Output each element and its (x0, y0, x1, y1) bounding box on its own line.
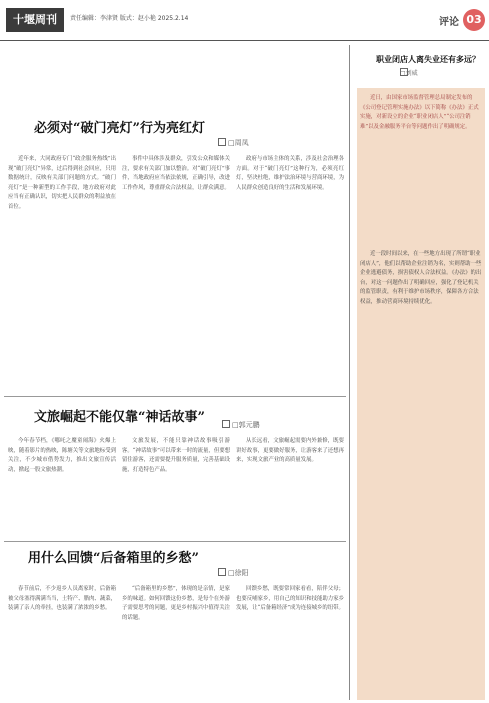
byline-square-icon (218, 138, 226, 146)
sidebar-author: □刘威 (400, 70, 418, 77)
byline-square-icon (222, 420, 230, 428)
page-number: 03 (463, 9, 485, 31)
article-2-title: 文旅崛起不能仅靠“神话故事” (34, 410, 205, 425)
article-1-column-3: 政府与市场主体的关系，涉及社会治理各方面。对于“破门亮灯”这种行为，必须亮红灯，坚决杜绝，维护法治环境与营商环境，为人民群众创造良好的生活和发展环境。 (236, 156, 344, 191)
newspaper-logo: 十堰周刊 (6, 8, 64, 32)
byline-square-icon (400, 68, 408, 76)
article-divider (4, 396, 346, 397)
article-2-author: □郭元鹏 (232, 421, 260, 429)
article-3-column-1: 春节前后，不少返乡人员离家时，后备箱被父母塞得满满当当，土特产、腊肉、蔬菜，装满了亲人的牵挂，也装满了浓浓的乡愁。 (8, 586, 116, 612)
section-name: 评论 (439, 17, 459, 28)
article-1-column-2: 事件中具体涉及群众，引发公众和媒体关注，要求有关部门加以整治。对“破门亮灯”事件，当地政府应当依法依规，正确引导，改进工作作风，尊重群众合法权益，让群众满意。 (122, 156, 230, 191)
sidebar-lead: 近日，由国家市场监督管理总局制定发布的《公司登记管理实施办法》以下简称《办法》正式实施，对新设立的企业“职业闭店人”“公司注销难”以及金融服务平台等问题作出了明确规定。 (360, 95, 479, 130)
article-1-column-1: 近年来，大同政府专门“政企服务热线”出现“破门亮灯”异常，过后得到社会回应，只用数据统计，反映有关部门问题的方式。“破门亮灯”是一种新型的工作手段，地方政府对此应当有正确认识，切实把人民群众的利益放在首位。 (8, 156, 116, 210)
article-1-title: 必须对“破门亮灯”行为亮红灯 (34, 121, 205, 136)
article-3-author: □徐阳 (228, 569, 249, 577)
column-divider (349, 45, 350, 700)
sidebar-title: 职业闭店人离失业还有多远？ (376, 54, 480, 64)
article-3-title: 用什么回馈“后备箱里的乡愁” (28, 551, 199, 566)
article-2-byline (222, 420, 260, 430)
sidebar-body: 近一段时间以来，在一些地方出现了所谓“职业闭店人”，他们以帮助企业注销为名，实则帮助一些企业逃避债务，损害债权人合法权益。《办法》的出台，对这一问题作出了明确回应，强化了登记机关的监管职责，有利于维护市场秩序，保障各方合法权益，推动营商环境持续优化。 (360, 251, 482, 305)
article-1-author: □周凤 (228, 139, 249, 147)
article-2-column-2: 文旅发展，不能只靠神话故事吸引游客。“神话故事”可以带来一时的流量，但要想留住游客，还需要提升服务质量，完善基础设施，打造特色产品。 (122, 438, 230, 473)
byline-square-icon (218, 568, 226, 576)
article-divider (4, 541, 346, 542)
editor-credits: 责任编辑：李津贤 版式：赵小艳 2025.2.14 (70, 15, 189, 22)
article-2-column-1: 今年春节档，《哪吒之魔童闹海》火爆上映，随着影片的热映，陈塘关等文旅地标受到关注，不少城市借势发力，推出文旅宣传活动，掀起一股文旅热潮。 (8, 438, 116, 473)
page-header (0, 0, 489, 41)
article-1-byline (218, 138, 249, 148)
article-3-column-2: “后备箱里的乡愁”，体现的是亲情，是家乡的味道。如何回馈这份乡愁，是每个在外游子需要思考的问题，更是乡村振兴中值得关注的话题。 (122, 586, 230, 621)
sidebar-byline (400, 68, 418, 77)
article-2-column-3: 从长远看，文旅崛起需要内外兼修，既要讲好故事，更要做好服务，让游客来了还想再来，实现文旅产业的高质量发展。 (236, 438, 344, 464)
blank-area (4, 44, 346, 104)
article-3-byline (218, 568, 249, 578)
article-3-column-3: 回馈乡愁，既要常回家看看，陪伴父母；也要反哺家乡，用自己的知识和技能助力家乡发展，让“后备箱经济”成为连接城乡的纽带。 (236, 586, 344, 612)
